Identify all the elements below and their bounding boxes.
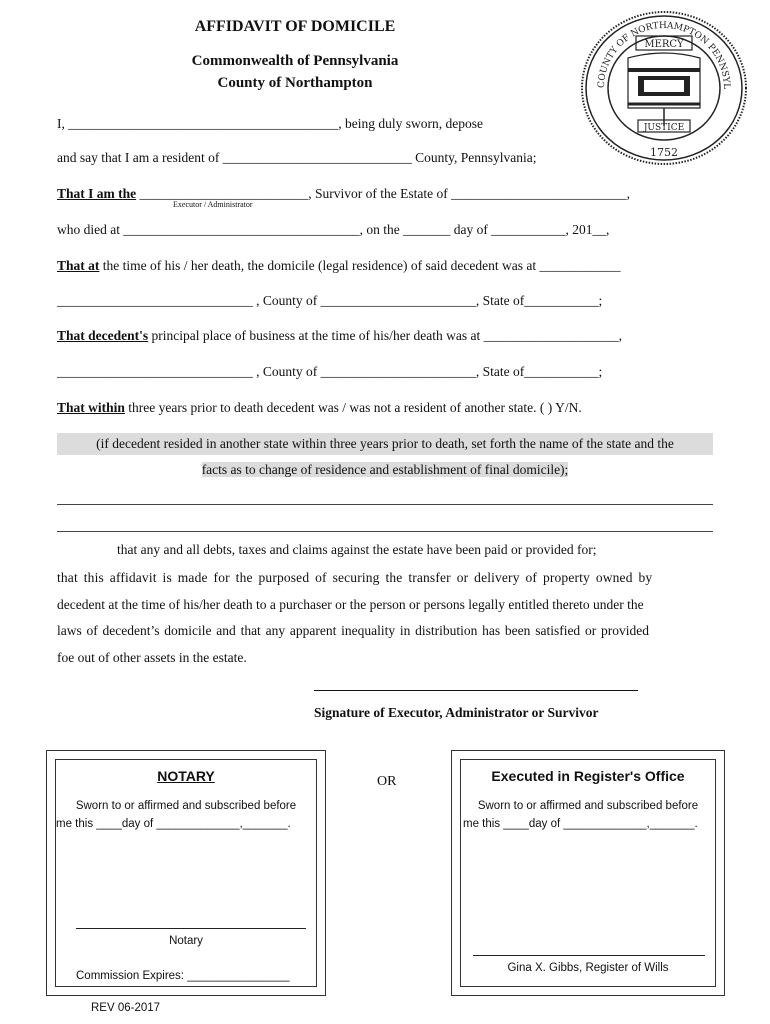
- business-line: [57, 328, 622, 344]
- purpose-line-1: that this affidavit is made for the purposed of securing the transfer or delivery of property owned by: [57, 570, 653, 585]
- explanation-line-1[interactable]: [57, 504, 713, 505]
- or-separator: OR: [377, 774, 397, 789]
- register-sworn-line-1: Sworn to or affirmed and subscribed before: [477, 800, 699, 812]
- notary-sworn-line-1: Sworn to or affirmed and subscribed before: [75, 800, 297, 812]
- residence-suffix: County, Pennsylvania;: [411, 150, 537, 165]
- purpose-line-3: laws of decedent’s domicile and that any apparent inequality in distribution has been satisfied or provided: [57, 623, 649, 638]
- instructions-line-1: (if decedent resided in another state within three years prior to death, set forth the name of the state and the: [57, 433, 713, 455]
- debts-statement: that any and all debts, taxes and claims against the estate have been paid or provided for;: [117, 542, 597, 557]
- declarant-prefix: I,: [57, 116, 69, 131]
- role-label: That I am the: [57, 186, 137, 201]
- role-caption: Executor / Administrator: [173, 200, 253, 209]
- signature-caption: Signature of Executor, Administrator or Survivor: [314, 705, 599, 720]
- county-seal: [578, 8, 750, 168]
- death-details-line[interactable]: who died at ___________________________________, on the _______ day of ___________, 201__,: [57, 222, 610, 237]
- domicile-county-state-line[interactable]: _____________________________ , County of _______________________, State of___________;: [57, 293, 603, 308]
- residency-text[interactable]: three years prior to death decedent was / was not a resident of another state. ( ) Y/N.: [124, 400, 582, 415]
- residency-line: [57, 400, 582, 416]
- purpose-line-4: foe out of other assets in the estate.: [57, 650, 247, 665]
- commission-expires[interactable]: Commission Expires: ________________: [76, 970, 290, 982]
- declarant-line: [57, 116, 483, 132]
- domicile-label: That at: [57, 258, 100, 273]
- declarant-name-field[interactable]: ________________________________________: [68, 116, 339, 131]
- residency-label: That within: [57, 400, 125, 415]
- notary-sworn-line-2[interactable]: me this ____day of _____________,_______.: [56, 818, 291, 830]
- residence-prefix: and say that I am a resident of: [57, 150, 223, 165]
- domicile-text[interactable]: the time of his / her death, the domicile (legal residence) of said decedent was at ____________: [99, 258, 621, 273]
- document-title: AFFIDAVIT OF DOMICILE: [194, 18, 396, 35]
- register-heading: Executed in Register's Office: [491, 768, 685, 784]
- seal-ring-text: COUNTY OF NORTHAMPTON PENNSYL: [596, 20, 732, 89]
- notary-signature-line[interactable]: [76, 928, 306, 929]
- residence-line: [57, 150, 536, 166]
- instructions-line-2-text: facts as to change of residence and establishment of final domicile);: [201, 462, 569, 477]
- seal-year: 1752: [650, 146, 678, 159]
- explanation-line-2[interactable]: [57, 531, 713, 532]
- register-sig-label: Gina X. Gibbs, Register of Wills: [507, 962, 669, 974]
- seal-top-word: MERCY: [644, 39, 684, 50]
- register-box: [451, 750, 725, 996]
- purpose-line-2: decedent at the time of his/her death to a purchaser or the person or persons legally entitled thereto under the: [57, 597, 644, 612]
- county-heading: County of Northampton: [217, 75, 373, 91]
- instructions-line-2: [57, 462, 713, 478]
- seal-bottom-word: JUSTICE: [643, 123, 685, 133]
- role-end: ,: [626, 186, 630, 201]
- notary-box: [46, 750, 326, 996]
- business-label: That decedent's: [57, 328, 149, 343]
- role-mid: , Survivor of the Estate of: [308, 186, 452, 201]
- notary-heading: NOTARY: [157, 768, 215, 784]
- declarant-suffix: , being duly sworn, depose: [338, 116, 483, 131]
- estate-name-field[interactable]: __________________________: [451, 186, 627, 201]
- revision-label: REV 06-2017: [91, 1002, 161, 1014]
- notary-sig-label: Notary: [169, 935, 203, 947]
- register-sworn-line-2[interactable]: me this ____day of _____________,_______.: [463, 818, 698, 830]
- signature-line[interactable]: [314, 690, 638, 691]
- role-line: [57, 186, 630, 202]
- register-signature-line[interactable]: [473, 955, 705, 956]
- state-heading: Commonwealth of Pennsylvania: [191, 53, 399, 69]
- role-field[interactable]: _________________________: [139, 186, 309, 201]
- business-text[interactable]: principal place of business at the time of his/her death was at ____________________,: [148, 328, 623, 343]
- business-county-state-line[interactable]: _____________________________ , County of _______________________, State of___________;: [57, 364, 603, 379]
- residence-county-field[interactable]: ____________________________: [222, 150, 412, 165]
- domicile-line: [57, 258, 620, 274]
